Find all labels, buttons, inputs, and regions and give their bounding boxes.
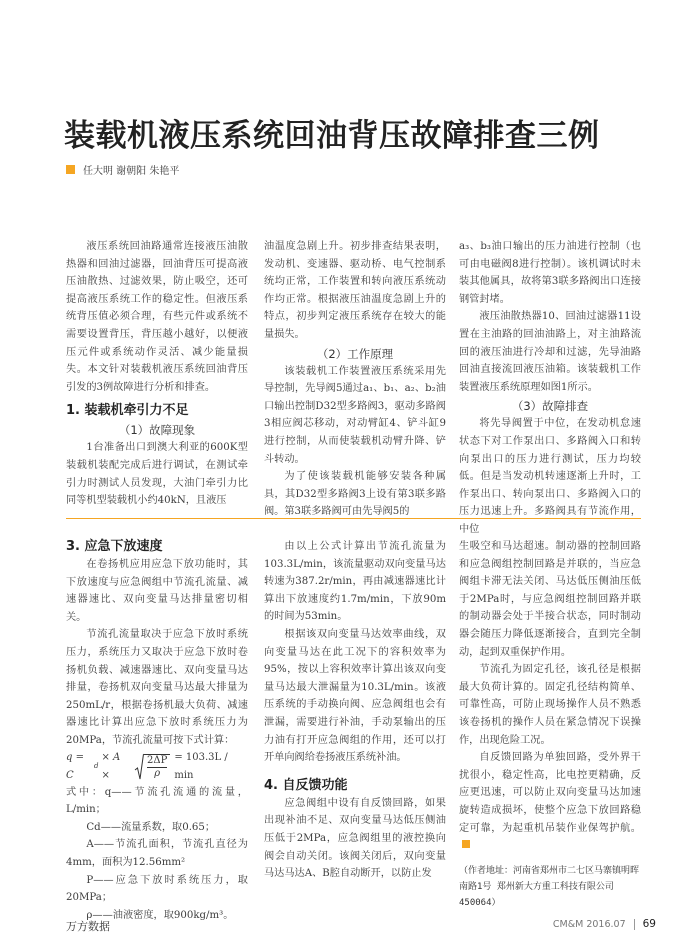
formula-denominator: ρ [154, 767, 161, 779]
paragraph: ρ——油液密度，取900kg/m³。 [86, 909, 234, 921]
formula-sub: d [94, 761, 99, 770]
end-mark-icon [462, 840, 470, 848]
formula-result: = 103.3L / min [174, 751, 228, 781]
paragraph [459, 749, 641, 855]
authors-line [66, 162, 179, 177]
section-heading: 3. 应急下放速度 [66, 539, 163, 554]
column-d [66, 538, 248, 924]
paragraph: 液压油散热器10、回油过滤器11设置在主油路的回油油路上，对主油路流回的液压油进行冷却和过滤，先导油路回油直接流回液压油箱。该装载机工作装置液压系统原理如图1所示。 [459, 311, 641, 393]
radical-sign-icon [134, 753, 144, 781]
page-footer [553, 918, 656, 930]
column-b [264, 238, 446, 521]
section-heading: 4. 自反馈功能 [264, 777, 348, 793]
paragraph: 应急阀组中设有自反馈回路，如果出现补油不足、双向变量马达低压侧油压低于2MPa，应急阀组里的液控换向阀会自动关闭。该阀关闭后，双向变量马达马达A、B腔自动断开，以防止发 [264, 797, 446, 880]
paragraph: a₃、b₃油口输出的压力油进行控制（也可由电磁阀8进行控制）。该机调试时未装其他属具，故将第3联多路阀出口连接钢管封堵。 [459, 241, 641, 305]
column-e [264, 538, 446, 883]
paragraph: 由以上公式计算出节流孔流量为103.3L/min，该流量驱动双向变量马达转速为387.2r/min，再由减速器速比计算出下放速度约1.7m/min，下放90m的时间为53min。 [264, 541, 446, 623]
paragraph: 节流孔流量取决于应急下放时系统压力，系统压力又取决于应急下放时卷扬机负载、减速器速比、双向变量马达排量，卷扬机双向变量马达最大排量为250mL/r，根据卷扬机最大负荷、减速器速比计算出应急下放时系统压力为20MPa，节流孔流量可按下式计算： [66, 629, 248, 746]
column-a [66, 238, 248, 510]
subsection-heading: （1）故障现象 [118, 423, 196, 438]
paragraph: 根据该双向变量马达效率曲线，双向变量马达在此工况下的容积效率为95%，按以上容积效率计算出该双向变量马达最大泄漏量为10.3L/min。该液压系统的手动换向阀、应急阀组也会有泄漏，需要进行补油，手动泵输出的压力油有打开应急阀组的作用，还可以打开单向阀给卷扬液压系统补油。 [264, 628, 446, 764]
paragraph: A——节流孔面积，节流孔直径为4mm，面积为12.56mm² [66, 839, 248, 868]
paragraph: 式中：q——节流孔流通的流量，L/min； [66, 786, 248, 816]
paragraph: 节流孔为固定孔径，该孔径是根据最大负荷计算的。固定孔径结构简单、可靠性高，可防止现场操作人员不熟悉该卷扬机的操作人员在紧急情况下误操作，出现危险工况。 [459, 664, 641, 746]
paragraph-text: 自反馈回路为单独回路，受外界干扰很小，稳定性高，比电控更精确，反应更迅速，可以防止双向变量马达加速旋转造成损坏，使整个应急下放回路稳定可靠，为起重机吊装作业保驾护航。 [459, 752, 641, 834]
paragraph: 该装载机工作装置液压系统采用先导控制，先导阀5通过a₁、b₁、a₂、b₂油口输出控制D32型多路阀3，驱动多路阀3相应阀芯移动，对动臂缸4、铲斗缸9进行控制，从而使装载机动臂升降、铲斗转动。 [264, 365, 446, 465]
paragraph: 在卷扬机应用应急下放功能时，其下放速度与应急阀组中节流孔流量、减速器速比、双向变量马达排量密切相关。 [66, 559, 248, 623]
paragraph: 1台准备出口到澳大利亚的600K型装载机装配完成后进行调试，在测试牵引力时测试人员发现，大油门牵引力比同等机型装载机小约40kN，且液压 [66, 442, 248, 507]
subsection-heading: （2）工作原理 [316, 346, 394, 361]
column-c [459, 238, 641, 539]
formula-left: q = C [66, 751, 84, 781]
subsection-heading: （3）故障排查 [511, 399, 589, 414]
section-heading: 1. 装载机牵引力不足 [66, 403, 189, 419]
journal-issue: CM&M 2016.07 [552, 918, 626, 930]
author-address: （作者地址：河南省郑州市二七区马寨镇明晖南路1号 郑州新大方重工科技有限公司 450064） [459, 865, 640, 908]
paragraph: Cd——流量系数，取0.65； [86, 821, 216, 833]
paragraph: P——应急下放时系统压力，取20MPa； [66, 874, 248, 904]
orange-square-icon [66, 165, 75, 174]
page-number: 69 [642, 918, 656, 930]
article-title: 装载机液压系统回油背压故障排查三例 [64, 118, 600, 154]
paragraph: 液压系统回油路通常连接液压油散热器和回油过滤器，回油背压可提高液压油散热、过滤效果，防止吸空，还可提高液压系统工作的稳定性。但液压系统背压值必须合理，有些元件或系统不需要设置背压，背压越小越好，以便液压元件或系统动作灵活、减少能量损失。本文针对装载机液压系统回油背压引发的3例故障进行分析和排查。 [66, 241, 248, 393]
section-divider [66, 518, 641, 519]
column-f [459, 538, 641, 911]
paragraph: 生吸空和马达超速。制动器的控制回路和应急阀组控制回路是并联的，当应急阀组卡滞无法关闭、马达低压侧油压低于2MPa时，与应急阀组控制回路并联的制动器会处于半接合状态，同时制动器会随压力降低逐渐接合，直到完全制动，起到双重保护作用。 [459, 541, 641, 658]
paragraph: 为了使该装载机能够安装各种属具，其D32型多路阀3上设有第3联多路阀。第3联多路阀可由先导阀5的 [264, 471, 446, 518]
footer-separator [634, 919, 635, 930]
watermark: 万方数据 [66, 920, 110, 933]
formula-mid: × A × [101, 751, 121, 781]
author-names: 任大明 谢朝阳 朱艳平 [83, 166, 180, 177]
paragraph: 将先导阀置于中位，在发动机怠速状态下对工作泵出口、多路阀入口和转向泵出口的压力进行测试，压力均较低。但是当发动机转速逐渐上升时，工作泵出口、转向泵出口、多路阀入口的压力迅速上升。多路阀具有节流作用，中位 [459, 418, 641, 535]
formula-numerator: 2ΔP [147, 754, 168, 766]
paragraph: 油温度急剧上升。初步排查结果表明，发动机、变速器、驱动桥、电气控制系统均正常，工作装置和转向液压系统动作均正常。根据液压油温度急剧上升的特点，初步判定液压系统存在较大的能量损失。 [264, 241, 446, 340]
flow-formula [66, 752, 248, 782]
sqrt-icon [134, 753, 170, 781]
